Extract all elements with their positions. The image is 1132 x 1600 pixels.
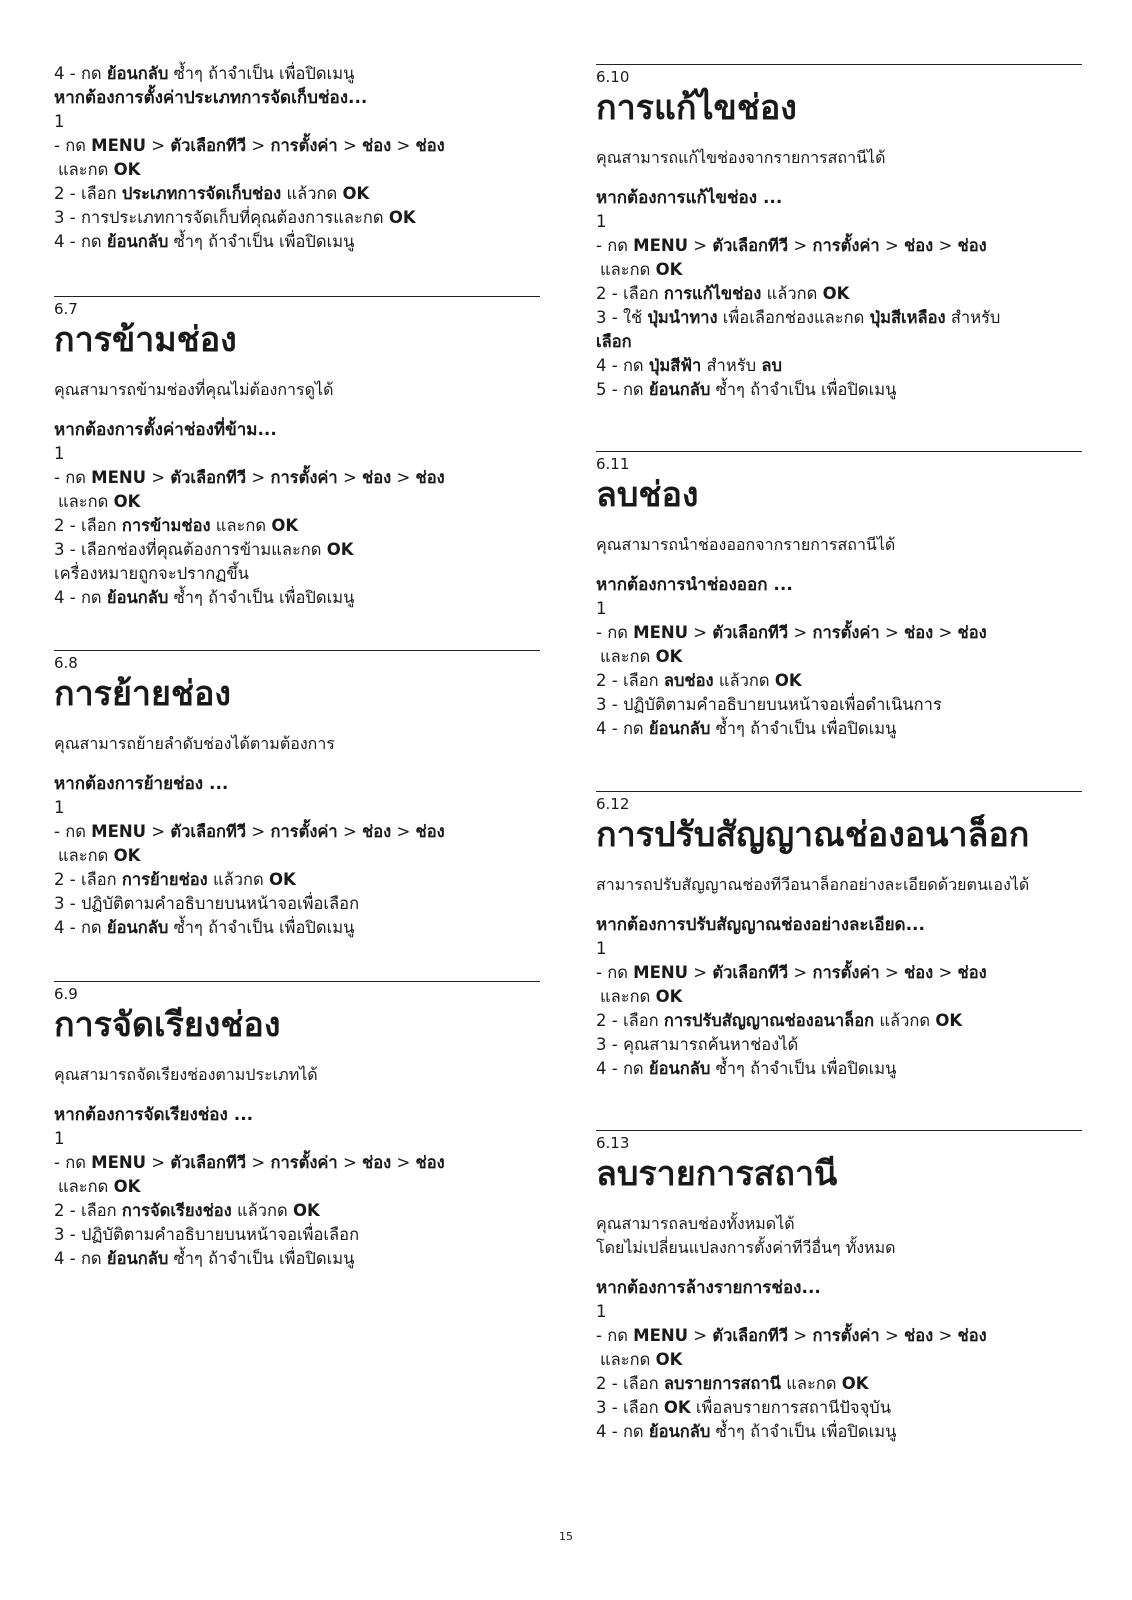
instruction-heading <box>596 1276 1082 1300</box>
bold-term: การปรับสัญญาณช่องอนาล็อก <box>663 1011 875 1030</box>
instruction-line <box>54 868 540 892</box>
text-run: เพื่อเลือกช่องและกด <box>717 308 870 327</box>
bold-term: OK <box>342 184 370 203</box>
text-run: หากต้องการย้ายช่อง ... <box>54 774 229 794</box>
instruction-line <box>596 985 1082 1009</box>
bold-term: ช่อง <box>362 1153 392 1172</box>
bold-term: OK <box>655 987 683 1006</box>
text-run: 4 - กด <box>54 918 107 937</box>
text-run: และกด <box>58 160 114 179</box>
text-run: 3 - เลือกช่องที่คุณต้องการข้ามและกด <box>54 540 327 559</box>
bold-term: MENU <box>91 136 147 155</box>
section-intro <box>596 873 1029 897</box>
bold-term: ย้อนกลับ <box>106 588 169 607</box>
text-run: สำหรับ <box>945 308 1001 327</box>
section-number: 6.12 <box>596 795 630 813</box>
text-run: > <box>788 236 813 255</box>
bold-term: OK <box>822 284 850 303</box>
instruction-line <box>596 210 1082 234</box>
intro-line: คุณสามารถแก้ไขช่องจากรายการสถานีได้ <box>596 148 886 167</box>
instruction-line <box>596 354 1082 378</box>
text-run: - กด <box>596 236 634 255</box>
instruction-line <box>596 1348 1082 1372</box>
instruction-line <box>54 1223 540 1247</box>
text-run: > <box>391 468 416 487</box>
bold-term: การตั้งค่า <box>270 1153 338 1172</box>
text-run: > <box>391 1153 416 1172</box>
section-title: การข้ามช่อง <box>54 320 237 360</box>
instruction-heading <box>596 573 1082 597</box>
instruction-line <box>596 306 1082 330</box>
bold-term: MENU <box>633 236 689 255</box>
bold-term: ตัวเลือกทีวี <box>712 236 789 255</box>
text-run: 1 <box>596 599 607 618</box>
instruction-line <box>596 1300 1082 1324</box>
bold-term: ลบรายการสถานี <box>663 1374 781 1393</box>
section-body <box>596 913 1082 1081</box>
bold-term: การข้ามช่อง <box>121 516 211 535</box>
instruction-line <box>596 1033 1082 1057</box>
section-title: การจัดเรียงช่อง <box>54 1005 281 1045</box>
bold-term: ย้อนกลับ <box>106 64 169 83</box>
bold-term: ย้อนกลับ <box>648 1059 711 1078</box>
instruction-heading <box>54 86 540 110</box>
bold-term: ย้อนกลับ <box>648 380 711 399</box>
text-run: > <box>879 623 905 642</box>
instruction-line <box>54 1175 540 1199</box>
bold-term: ตัวเลือกทีวี <box>712 963 789 982</box>
bold-term: OK <box>326 540 354 559</box>
section-number: 6.11 <box>596 455 630 473</box>
text-run: 1 <box>596 1302 607 1321</box>
instruction-line <box>596 1396 1082 1420</box>
bold-term: ตัวเลือกทีวี <box>170 822 247 841</box>
text-run: > <box>688 236 713 255</box>
intro-line: คุณสามารถย้ายลำดับช่องได้ตามต้องการ <box>54 734 335 753</box>
section-intro <box>54 732 335 756</box>
instruction-line <box>54 1127 540 1151</box>
text-run: ซ้ำๆ ถ้าจำเป็น เพื่อปิดเมนู <box>710 1059 897 1078</box>
text-run: > <box>879 963 905 982</box>
text-run: 1 <box>596 212 607 231</box>
instruction-heading <box>596 913 1082 937</box>
bold-term: OK <box>388 208 416 227</box>
instruction-line <box>54 182 540 206</box>
section-body <box>596 1276 1082 1444</box>
bold-term: ช่อง <box>904 236 934 255</box>
text-run: ซ้ำๆ ถ้าจำเป็น เพื่อปิดเมนู <box>168 232 355 251</box>
bold-term: ตัวเลือกทีวี <box>712 623 789 642</box>
instruction-line <box>54 442 540 466</box>
bold-term: การจัดเรียงช่อง <box>121 1201 232 1220</box>
text-run: ซ้ำๆ ถ้าจำเป็น เพื่อปิดเมนู <box>168 1249 355 1268</box>
instruction-line <box>54 844 540 868</box>
instruction-line <box>596 597 1082 621</box>
bold-term: OK <box>935 1011 963 1030</box>
intro-line: โดยไม่เปลี่ยนแปลงการตั้งค่าทีวีอื่นๆ ทั้งหมด <box>596 1238 896 1257</box>
text-run: 2 - เลือก <box>596 1374 664 1393</box>
instruction-line <box>54 820 540 844</box>
bold-term: OK <box>663 1398 691 1417</box>
instruction-line <box>596 234 1082 258</box>
bold-term: ย้อนกลับ <box>106 1249 169 1268</box>
text-run: - กด <box>54 136 92 155</box>
bold-term: OK <box>655 1350 683 1369</box>
section-divider <box>596 1130 1082 1131</box>
text-run: 1 <box>596 939 607 958</box>
section-number: 6.13 <box>596 1134 630 1152</box>
text-run: - กด <box>596 1326 634 1345</box>
bold-term: ช่อง <box>415 136 445 155</box>
bold-term: ลบช่อง <box>663 671 714 690</box>
bold-term: MENU <box>91 822 147 841</box>
text-run: 3 - คุณสามารถค้นหาช่องได้ <box>596 1035 799 1054</box>
section-divider <box>54 296 540 297</box>
text-run: > <box>688 963 713 982</box>
intro-line: คุณสามารถลบช่องทั้งหมดได้ <box>596 1214 795 1233</box>
instruction-line <box>596 937 1082 961</box>
bold-term: OK <box>655 260 683 279</box>
text-run: 4 - กด <box>54 588 107 607</box>
section-intro <box>596 1212 896 1260</box>
instruction-line <box>54 1151 540 1175</box>
text-run: > <box>246 1153 271 1172</box>
section-number: 6.10 <box>596 68 630 86</box>
text-run: > <box>337 822 363 841</box>
text-run: ซ้ำๆ ถ้าจำเป็น เพื่อปิดเมนู <box>710 1422 897 1441</box>
bold-term: MENU <box>91 468 147 487</box>
text-run: > <box>879 1326 905 1345</box>
bold-term: MENU <box>633 1326 689 1345</box>
section-body <box>54 1103 540 1271</box>
instruction-heading <box>54 1103 540 1127</box>
text-run: > <box>146 136 171 155</box>
section-intro <box>596 533 895 557</box>
text-run: > <box>246 136 271 155</box>
bold-term: ช่อง <box>904 623 934 642</box>
instruction-line <box>54 110 540 134</box>
instruction-line <box>54 586 540 610</box>
text-run: และกด <box>210 516 272 535</box>
text-run: เพื่อลบรายการสถานีปัจจุบัน <box>690 1398 891 1417</box>
bold-term: การตั้งค่า <box>270 136 338 155</box>
text-run: 3 - การประเภทการจัดเก็บที่คุณต้องการและกด <box>54 208 389 227</box>
text-run: 1 <box>54 1129 65 1148</box>
bold-term: OK <box>774 671 802 690</box>
page-number: 15 <box>559 1530 573 1543</box>
section-divider <box>54 981 540 982</box>
bold-term: ช่อง <box>904 1326 934 1345</box>
bold-term: OK <box>292 1201 320 1220</box>
text-run: 3 - ใช้ <box>596 308 648 327</box>
text-run: ซ้ำๆ ถ้าจำเป็น เพื่อปิดเมนู <box>710 380 897 399</box>
section-intro <box>54 1063 318 1087</box>
text-run: 4 - กด <box>596 1059 649 1078</box>
instruction-line <box>596 330 1082 354</box>
instruction-line <box>54 466 540 490</box>
instruction-line <box>596 1372 1082 1396</box>
text-run: - กด <box>54 468 92 487</box>
text-run: 3 - ปฏิบัติตามคำอธิบายบนหน้าจอเพื่อเลือก <box>54 1225 360 1244</box>
section-body <box>54 772 540 940</box>
bold-term: การแก้ไขช่อง <box>663 284 762 303</box>
text-run: ซ้ำๆ ถ้าจำเป็น เพื่อปิดเมนู <box>168 64 355 83</box>
text-run: 2 - เลือก <box>596 284 664 303</box>
text-run: และกด <box>58 846 114 865</box>
bold-term: OK <box>841 1374 869 1393</box>
text-run: และกด <box>600 647 656 666</box>
bold-term: การตั้งค่า <box>270 468 338 487</box>
text-run: > <box>391 136 416 155</box>
section-divider <box>54 650 540 651</box>
text-run: > <box>391 822 416 841</box>
text-run: 4 - กด <box>596 719 649 738</box>
text-run: 4 - กด <box>54 1249 107 1268</box>
section-divider <box>596 451 1082 452</box>
text-run: หากต้องการล้างรายการช่อง... <box>596 1278 821 1298</box>
text-run: 2 - เลือก <box>54 1201 122 1220</box>
text-run: หากต้องการนำช่องออก ... <box>596 575 793 595</box>
instruction-line <box>596 378 1082 402</box>
intro-line: คุณสามารถนำช่องออกจากรายการสถานีได้ <box>596 535 896 554</box>
bold-term: ช่อง <box>415 822 445 841</box>
section-number: 6.9 <box>54 985 78 1003</box>
instruction-line <box>54 490 540 514</box>
section-intro <box>596 146 885 170</box>
instruction-line <box>54 538 540 562</box>
section-title: การย้ายช่อง <box>54 674 231 714</box>
instruction-line <box>54 892 540 916</box>
bold-term: ช่อง <box>957 1326 987 1345</box>
text-run: - กด <box>54 822 92 841</box>
text-run: > <box>788 1326 813 1345</box>
text-run: > <box>933 623 958 642</box>
bold-term: ตัวเลือกทีวี <box>170 136 247 155</box>
instruction-line <box>596 282 1082 306</box>
text-run: > <box>879 236 905 255</box>
text-run: และกด <box>600 987 656 1006</box>
instruction-line <box>54 230 540 254</box>
text-run: 4 - กด <box>596 356 649 375</box>
instruction-line <box>596 1009 1082 1033</box>
bold-term: การตั้งค่า <box>270 822 338 841</box>
instruction-line <box>54 1247 540 1271</box>
bold-term: ช่อง <box>362 468 392 487</box>
text-run: ซ้ำๆ ถ้าจำเป็น เพื่อปิดเมนู <box>168 588 355 607</box>
section-body <box>596 573 1082 741</box>
text-run: > <box>933 963 958 982</box>
text-run: และกด <box>600 1350 656 1369</box>
bold-term: MENU <box>633 963 689 982</box>
text-run: 1 <box>54 444 65 463</box>
bold-term: เลือก <box>596 332 632 351</box>
text-run: และกด <box>780 1374 842 1393</box>
text-run: แล้วกด <box>281 184 343 203</box>
text-run: > <box>933 1326 958 1345</box>
bold-term: การตั้งค่า <box>812 963 880 982</box>
text-run: แล้วกด <box>713 671 775 690</box>
bold-term: ย้อนกลับ <box>648 719 711 738</box>
text-run: และกด <box>58 1177 114 1196</box>
bold-term: ปุ่มสีเหลือง <box>869 308 946 327</box>
bold-term: MENU <box>633 623 689 642</box>
text-run: > <box>246 468 271 487</box>
text-run: 2 - เลือก <box>54 184 122 203</box>
bold-term: ช่อง <box>415 468 445 487</box>
section-intro <box>54 378 333 402</box>
continuation-block <box>54 62 540 254</box>
text-run: > <box>337 136 363 155</box>
section-title: การปรับสัญญาณช่องอนาล็อก <box>596 815 1030 855</box>
instruction-line <box>54 158 540 182</box>
instruction-line <box>596 621 1082 645</box>
bold-term: ตัวเลือกทีวี <box>170 1153 247 1172</box>
text-run: - กด <box>54 1153 92 1172</box>
text-run: 3 - ปฏิบัติตามคำอธิบายบนหน้าจอเพื่อดำเนินการ <box>596 695 942 714</box>
text-run: 2 - เลือก <box>54 870 122 889</box>
instruction-line <box>54 514 540 538</box>
instruction-heading <box>54 772 540 796</box>
instruction-line <box>54 62 540 86</box>
section-body <box>596 186 1082 402</box>
bold-term: ปุ่มสีฟ้า <box>648 356 702 375</box>
intro-line: คุณสามารถข้ามช่องที่คุณไม่ต้องการดูได้ <box>54 380 334 399</box>
bold-term: OK <box>113 846 141 865</box>
text-run: หากต้องการแก้ไขช่อง ... <box>596 188 783 208</box>
bold-term: ย้อนกลับ <box>648 1422 711 1441</box>
bold-term: ช่อง <box>957 963 987 982</box>
text-run: หากต้องการจัดเรียงช่อง ... <box>54 1105 254 1125</box>
bold-term: ช่อง <box>415 1153 445 1172</box>
bold-term: OK <box>113 160 141 179</box>
bold-term: ตัวเลือกทีวี <box>712 1326 789 1345</box>
text-run: > <box>688 623 713 642</box>
instruction-line <box>54 1199 540 1223</box>
bold-term: ประเภทการจัดเก็บช่อง <box>121 184 282 203</box>
section-body <box>54 418 540 610</box>
bold-term: ช่อง <box>904 963 934 982</box>
instruction-heading <box>596 186 1082 210</box>
bold-term: ช่อง <box>957 623 987 642</box>
bold-term: การตั้งค่า <box>812 623 880 642</box>
text-run: 4 - กด <box>54 232 107 251</box>
intro-line: สามารถปรับสัญญาณช่องทีวีอนาล็อกอย่างละเอียดด้วยตนเองได้ <box>596 875 1030 894</box>
instruction-line <box>596 258 1082 282</box>
bold-term: ลบ <box>761 356 782 375</box>
text-run: และกด <box>58 492 114 511</box>
instruction-line <box>596 645 1082 669</box>
text-run: ซ้ำๆ ถ้าจำเป็น เพื่อปิดเมนู <box>168 918 355 937</box>
text-run: 4 - กด <box>596 1422 649 1441</box>
bold-term: การตั้งค่า <box>812 1326 880 1345</box>
text-run: 2 - เลือก <box>596 671 664 690</box>
bold-term: การตั้งค่า <box>812 236 880 255</box>
bold-term: ย้อนกลับ <box>106 918 169 937</box>
instruction-line <box>596 717 1082 741</box>
text-run: - กด <box>596 963 634 982</box>
text-run: > <box>146 468 171 487</box>
text-run: แล้วกด <box>761 284 823 303</box>
bold-term: ช่อง <box>957 236 987 255</box>
text-run: > <box>146 822 171 841</box>
instruction-line <box>54 134 540 158</box>
text-run: หากต้องการตั้งค่าช่องที่ข้าม... <box>54 420 277 440</box>
bold-term: OK <box>113 1177 141 1196</box>
text-run: 1 <box>54 798 65 817</box>
instruction-line <box>596 961 1082 985</box>
text-run: และกด <box>600 260 656 279</box>
bold-term: ปุ่มนำทาง <box>647 308 718 327</box>
instruction-line <box>54 916 540 940</box>
text-run: > <box>146 1153 171 1172</box>
bold-term: ย้อนกลับ <box>106 232 169 251</box>
text-run: > <box>933 236 958 255</box>
text-run: > <box>246 822 271 841</box>
section-number: 6.7 <box>54 300 78 318</box>
section-title: การแก้ไขช่อง <box>596 88 797 128</box>
intro-line: คุณสามารถจัดเรียงช่องตามประเภทได้ <box>54 1065 318 1084</box>
text-run: > <box>788 963 813 982</box>
instruction-heading <box>54 418 540 442</box>
section-number: 6.8 <box>54 654 78 672</box>
instruction-line <box>596 1420 1082 1444</box>
text-run: > <box>788 623 813 642</box>
text-run: หากต้องการปรับสัญญาณช่องอย่างละเอียด... <box>596 915 925 935</box>
section-title: ลบรายการสถานี <box>596 1154 838 1194</box>
instruction-line <box>54 206 540 230</box>
bold-term: OK <box>271 516 299 535</box>
instruction-line <box>596 1057 1082 1081</box>
text-run: ซ้ำๆ ถ้าจำเป็น เพื่อปิดเมนู <box>710 719 897 738</box>
section-divider <box>596 64 1082 65</box>
text-run: แล้วกด <box>874 1011 936 1030</box>
text-run: 3 - เลือก <box>596 1398 664 1417</box>
bold-term: ช่อง <box>362 136 392 155</box>
bold-term: OK <box>113 492 141 511</box>
section-divider <box>596 791 1082 792</box>
section-title: ลบช่อง <box>596 475 699 515</box>
text-run: แล้วกด <box>231 1201 293 1220</box>
text-run: > <box>688 1326 713 1345</box>
bold-term: ตัวเลือกทีวี <box>170 468 247 487</box>
bold-term: OK <box>268 870 296 889</box>
text-run: เครื่องหมายถูกจะปรากฏขึ้น <box>54 564 249 583</box>
text-run: 2 - เลือก <box>54 516 122 535</box>
text-run: แล้วกด <box>207 870 269 889</box>
instruction-line <box>54 562 540 586</box>
bold-term: การย้ายช่อง <box>121 870 208 889</box>
bold-term: MENU <box>91 1153 147 1172</box>
bold-term: ช่อง <box>362 822 392 841</box>
text-run: สำหรับ <box>701 356 762 375</box>
text-run: - กด <box>596 623 634 642</box>
bold-term: OK <box>655 647 683 666</box>
text-run: 5 - กด <box>596 380 649 399</box>
instruction-line <box>596 669 1082 693</box>
text-run: > <box>337 1153 363 1172</box>
instruction-line <box>54 796 540 820</box>
text-run: 4 - กด <box>54 64 107 83</box>
instruction-line <box>596 693 1082 717</box>
text-run: หากต้องการตั้งค่าประเภทการจัดเก็บช่อง... <box>54 88 368 108</box>
text-run: > <box>337 468 363 487</box>
text-run: 2 - เลือก <box>596 1011 664 1030</box>
text-run: 3 - ปฏิบัติตามคำอธิบายบนหน้าจอเพื่อเลือก <box>54 894 360 913</box>
instruction-line <box>596 1324 1082 1348</box>
text-run: 1 <box>54 112 65 131</box>
